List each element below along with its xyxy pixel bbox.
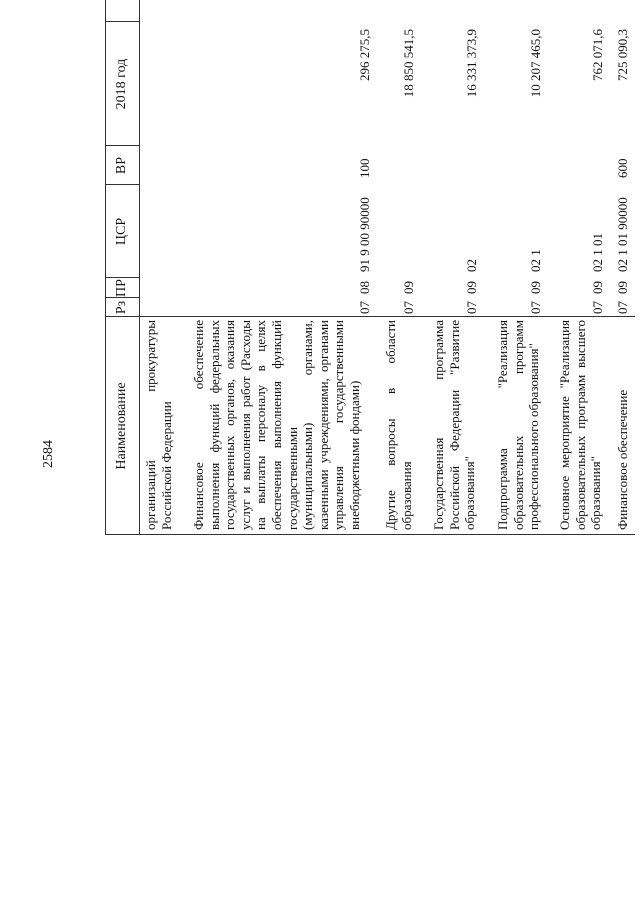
row-rz: 07 (590, 301, 605, 314)
row-pr: 09 (590, 281, 605, 294)
header-vr: ВР (114, 156, 129, 175)
budget-table (105, 0, 635, 535)
row-name: Финансовое обеспечение (615, 389, 630, 530)
row-vr: 600 (615, 158, 630, 178)
row-rz: 07 (401, 301, 416, 314)
row-2018: 296 275,5 (357, 29, 372, 81)
row-csr: 02 (464, 259, 479, 272)
row-2019 (590, 0, 606, 15)
row-2018: 16 331 373,9 (464, 29, 479, 98)
row-2018: 10 207 465,0 (528, 29, 543, 98)
row-2019 (464, 0, 480, 15)
header-name: Наименование (114, 382, 129, 470)
row-2019 (615, 0, 631, 15)
row-name: Основное мероприятие "Реализация образовательных программ высшего образования" (557, 320, 604, 530)
row-2019 (401, 0, 417, 15)
header-2018: 2018 год (114, 58, 129, 110)
row-2018: 762 071,6 (590, 29, 605, 81)
row-2018: 18 850 541,5 (401, 29, 416, 98)
row-name: Государственная программа Российской Федерации "Развитие образования" (431, 320, 478, 530)
row-rz: 07 (357, 301, 372, 314)
row-pr: 09 (615, 281, 630, 294)
row-name: Финансовое обеспечение выполнения функций федеральных государственных органов, оказания услуг и выполнения работ (Расходы на выплаты персоналу в целях обеспечения выполнения функций государственными (муниципальными) органами, казенными учреждениями, органами управления государственными внебюджетными фондами) (191, 320, 362, 530)
row-pr: 08 (357, 281, 372, 294)
header-rz: Рз (114, 300, 129, 315)
row-csr: 02 1 (528, 249, 543, 272)
header-csr: ЦСР (114, 217, 129, 246)
grid-line (105, 534, 635, 535)
row-name: организаций прокуратуры Российской Федерации (143, 320, 174, 530)
grid-line (105, 316, 635, 317)
page-number: 2584 (41, 440, 56, 468)
row-rz: 07 (615, 301, 630, 314)
grid-line (105, 0, 106, 535)
row-name: Подпрограмма "Реализация образовательных программ профессионального образования" (495, 320, 542, 530)
row-csr: 02 1 01 90000 (615, 197, 630, 272)
row-name: Другие вопросы в области образования (383, 320, 414, 530)
row-csr: 02 1 01 (590, 233, 605, 272)
header-pr: ПР (114, 279, 129, 297)
row-pr: 09 (401, 281, 416, 294)
row-pr: 09 (528, 281, 543, 294)
header-2019 (107, 0, 137, 22)
row-2019 (528, 0, 544, 15)
row-2019 (357, 0, 373, 15)
row-rz: 07 (528, 301, 543, 314)
row-2018: 725 090,3 (615, 29, 630, 81)
row-pr: 09 (464, 281, 479, 294)
grid-line (139, 0, 140, 535)
row-vr: 100 (357, 158, 372, 178)
row-rz: 07 (464, 301, 479, 314)
row-csr: 91 9 00 90000 (357, 197, 372, 272)
